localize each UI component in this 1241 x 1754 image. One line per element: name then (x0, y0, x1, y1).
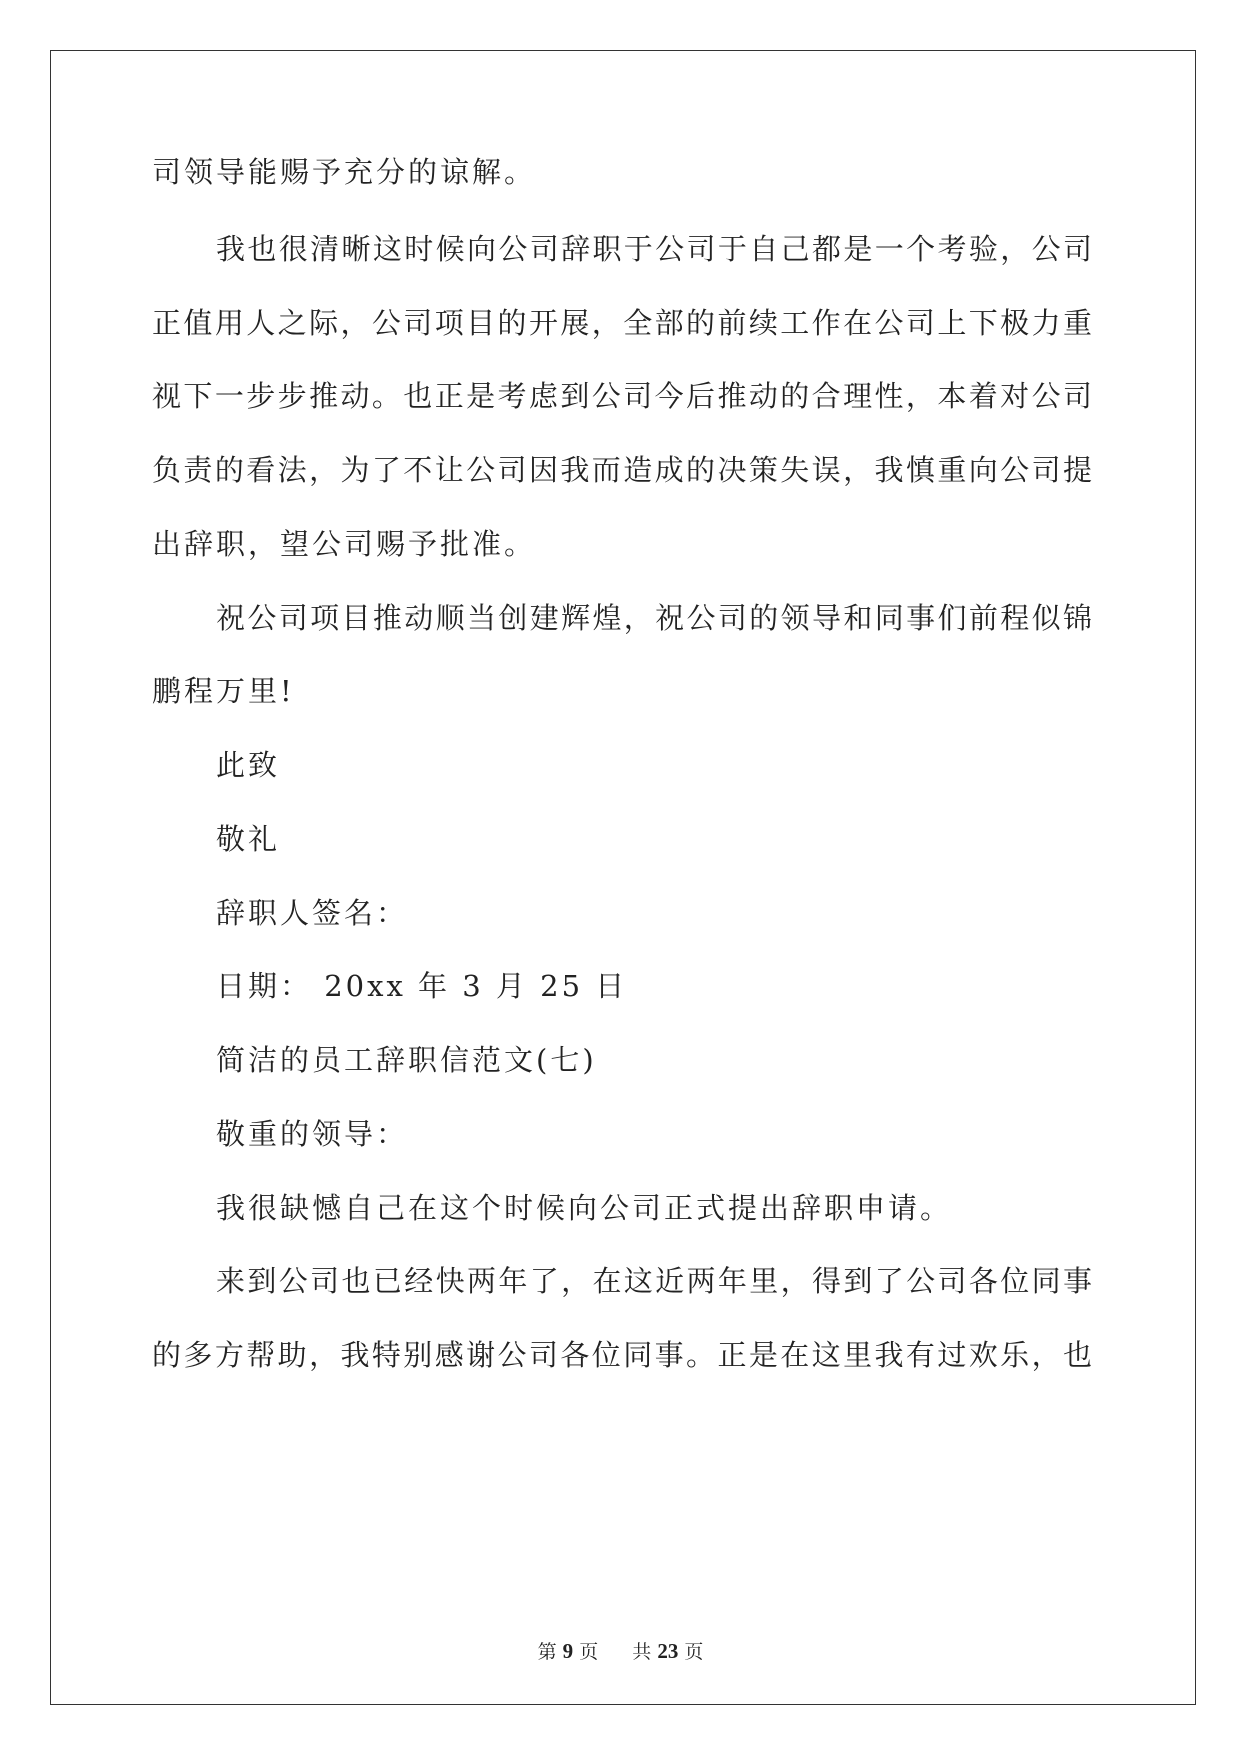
page-number: 9 (562, 1639, 574, 1663)
text-line: 出辞职，望公司赐予批准。 (152, 527, 537, 561)
text-line: 简洁的员工辞职信范文(七) (216, 1043, 597, 1077)
page-footer (0, 1638, 1241, 1665)
text-line: 我很缺憾自己在这个时候向公司正式提出辞职申请。 (216, 1191, 953, 1225)
text-line: 鹏程万里! (152, 674, 295, 708)
total-label-suffix: 页 (684, 1641, 704, 1663)
text-line: 的多方帮助，我特别感谢公司各位同事。正是在这里我有过欢乐，也 (152, 1338, 1092, 1372)
text-line: 日期： 20xx 年 3 月 25 日 (216, 969, 628, 1003)
text-line: 视下一步步推动。也正是考虑到公司今后推动的合理性，本着对公司 (152, 379, 1092, 413)
page-label-prefix: 第 (537, 1641, 557, 1663)
text-line: 司领导能赐予充分的谅解。 (152, 155, 537, 189)
page-label-suffix: 页 (579, 1641, 599, 1663)
text-line: 辞职人签名： (216, 896, 409, 930)
text-line: 我也很清晰这时候向公司辞职于公司于自己都是一个考验，公司 (216, 232, 1092, 266)
text-line: 此致 (216, 748, 281, 782)
text-line: 敬重的领导： (216, 1117, 409, 1151)
text-line: 正值用人之际，公司项目的开展，全部的前续工作在公司上下极力重 (152, 306, 1092, 340)
text-line: 敬礼 (216, 822, 281, 856)
total-pages: 23 (657, 1639, 679, 1663)
text-line: 负责的看法，为了不让公司因我而造成的决策失误，我慎重向公司提 (152, 453, 1092, 487)
total-label-prefix: 共 (632, 1641, 652, 1663)
page-border (50, 50, 1196, 1705)
text-line: 来到公司也已经快两年了，在这近两年里，得到了公司各位同事 (216, 1264, 1092, 1298)
text-line: 祝公司项目推动顺当创建辉煌，祝公司的领导和同事们前程似锦 (216, 601, 1092, 635)
